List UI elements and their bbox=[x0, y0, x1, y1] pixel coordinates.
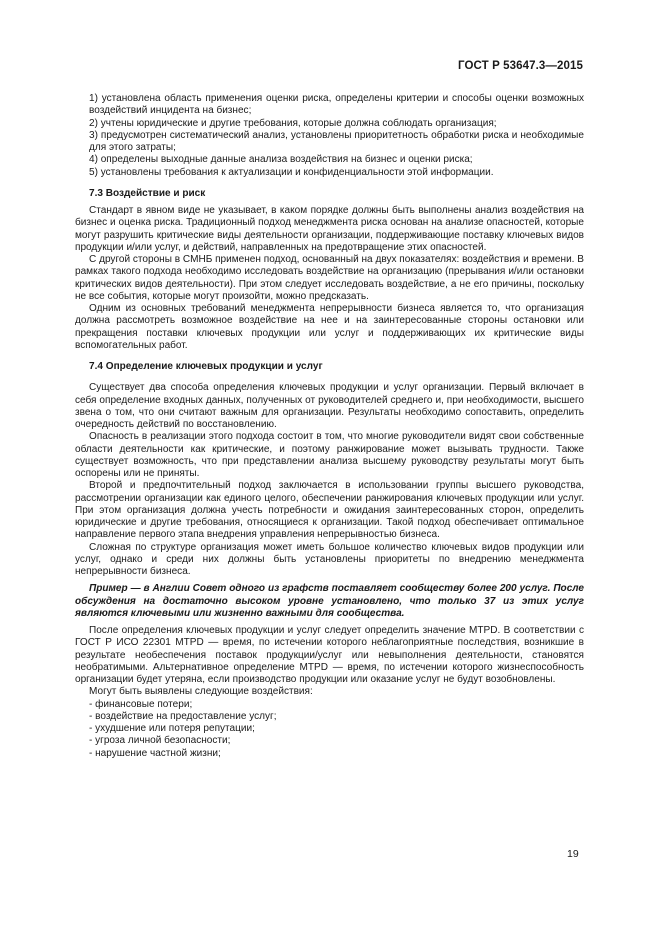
document-header: ГОСТ Р 53647.3—2015 bbox=[458, 60, 583, 72]
list-item: 4) определены выходные данные анализа воздействия на бизнес и оценки риска; bbox=[89, 154, 473, 166]
paragraph: Одним из основных требований менеджмента непрерывности бизнеса является то, что организация должна рассмотреть возможное воздействие на нее и на заинтересованные стороны остановки или прекращения поставки ключевых продукции или услуг и поддерживающих их критические виды вспомогательных работ. bbox=[75, 303, 584, 351]
paragraph: После определения ключевых продукции и услуг следует определить значение MTPD. В соответствии с ГОСТ Р ИСО 22301 MTPD — время, по истечении которого неблагоприятные последствия, возникшие в результате необеспечения поставок продукции/услуг или невыполнения деятельности, становятся необратимыми. Альтернативное определение MTPD — время, по истечении которого жизнеспособность организации будет утеряна, если производство продукции или оказание услуг не будут возобновлены. bbox=[75, 625, 584, 685]
list-item: - воздействие на предоставление услуг; bbox=[89, 710, 277, 722]
list-item: 2) учтены юридические и другие требования, которые должна соблюдать организация; bbox=[89, 117, 497, 129]
list-item: 3) предусмотрен систематический анализ, установлены приоритетность обработки риска и необходимые для этого затраты; bbox=[89, 129, 584, 153]
paragraph: Опасность в реализации этого подхода состоит в том, что многие руководители видят свои собственные области деятельности как критические, и поэтому ранжирование может вызывать трудности. Также существует возможность, что при представлении анализа высшему руководству результаты могут быть оспорены или не приняты. bbox=[75, 431, 584, 479]
paragraph: Второй и предпочтительный подход заключается в использовании группы высшего руководства, рассмотрении организации как единого целого, обеспечении ранжирования ключевых продукции или услуг. При этом организация должна учесть потребности и ожидания заинтересованных сторон, определить юридические и другие требования, относящиеся к организации. Такой подход обеспечивает оптимальное направление первого этапа внедрения управления непрерывностью бизнеса. bbox=[75, 480, 584, 541]
list-item: 5) установлены требования к актуализации и конфиденциальности этой информации. bbox=[89, 166, 494, 178]
intro-list bbox=[75, 93, 584, 179]
list-item: - угроза личной безопасности; bbox=[89, 735, 231, 747]
paragraph: С другой стороны в СМНБ применен подход, основанный на двух показателях: воздействия и времени. В рамках такого подхода необходимо исследовать воздействие на организацию (прерывания и/или остановки критических видов деятельности). При этом следует исследовать воздействие, а не его причины, поскольку не все события, которые могут произойти, можно предсказать. bbox=[75, 254, 584, 302]
list-item: - нарушение частной жизни; bbox=[89, 747, 221, 759]
list-item: - финансовые потери; bbox=[89, 698, 193, 710]
example-note: Пример — в Англии Совет одного из графств поставляет сообществу более 200 услуг. После обсуждения на достаточно высоком уровне установлено, что только 37 из этих услуг являются ключевыми или жизненно важными для сообщества. bbox=[75, 583, 584, 619]
document-body bbox=[75, 93, 584, 760]
list-item: 1) установлена область применения оценки риска, определены критерии и способы оценки возможных воздействий инцидента на бизнес; bbox=[89, 93, 584, 117]
paragraph: Могут быть выявлены следующие воздействия: bbox=[89, 686, 313, 698]
section-heading-7-3: 7.3 Воздействие и риск bbox=[89, 187, 206, 199]
paragraph: Существует два способа определения ключевых продукции и услуг организации. Первый включает в себя определение входных данных, полученных от руководителей среднего и, при необходимости, высшего звена о том, что они считают важным для организации. Результаты необходимо сопоставить, определить очередность действий по восстановлению. bbox=[75, 382, 584, 430]
page-number: 19 bbox=[567, 848, 579, 860]
section-heading-7-4: 7.4 Определение ключевых продукции и услуг bbox=[89, 361, 323, 372]
paragraph: Стандарт в явном виде не указывает, в каком порядке должны быть выполнены анализ воздействия на бизнес и оценка риска. Традиционный подход менеджмента риска основан на анализе опасностей, которые могут разрушить критические виды деятельности организации, поддерживающие поставку ключевых видов продукции и/или услуг, и действий, направленных на предотвращение этих опасностей. bbox=[75, 205, 584, 253]
list-item: - ухудшение или потеря репутации; bbox=[89, 723, 255, 734]
impacts-list bbox=[75, 699, 584, 760]
paragraph: Сложная по структуре организация может иметь большое количество ключевых видов продукции или услуг, однако и среди них должны быть установлены приоритеты по внедрению менеджмента непрерывности бизнеса. bbox=[75, 541, 584, 577]
